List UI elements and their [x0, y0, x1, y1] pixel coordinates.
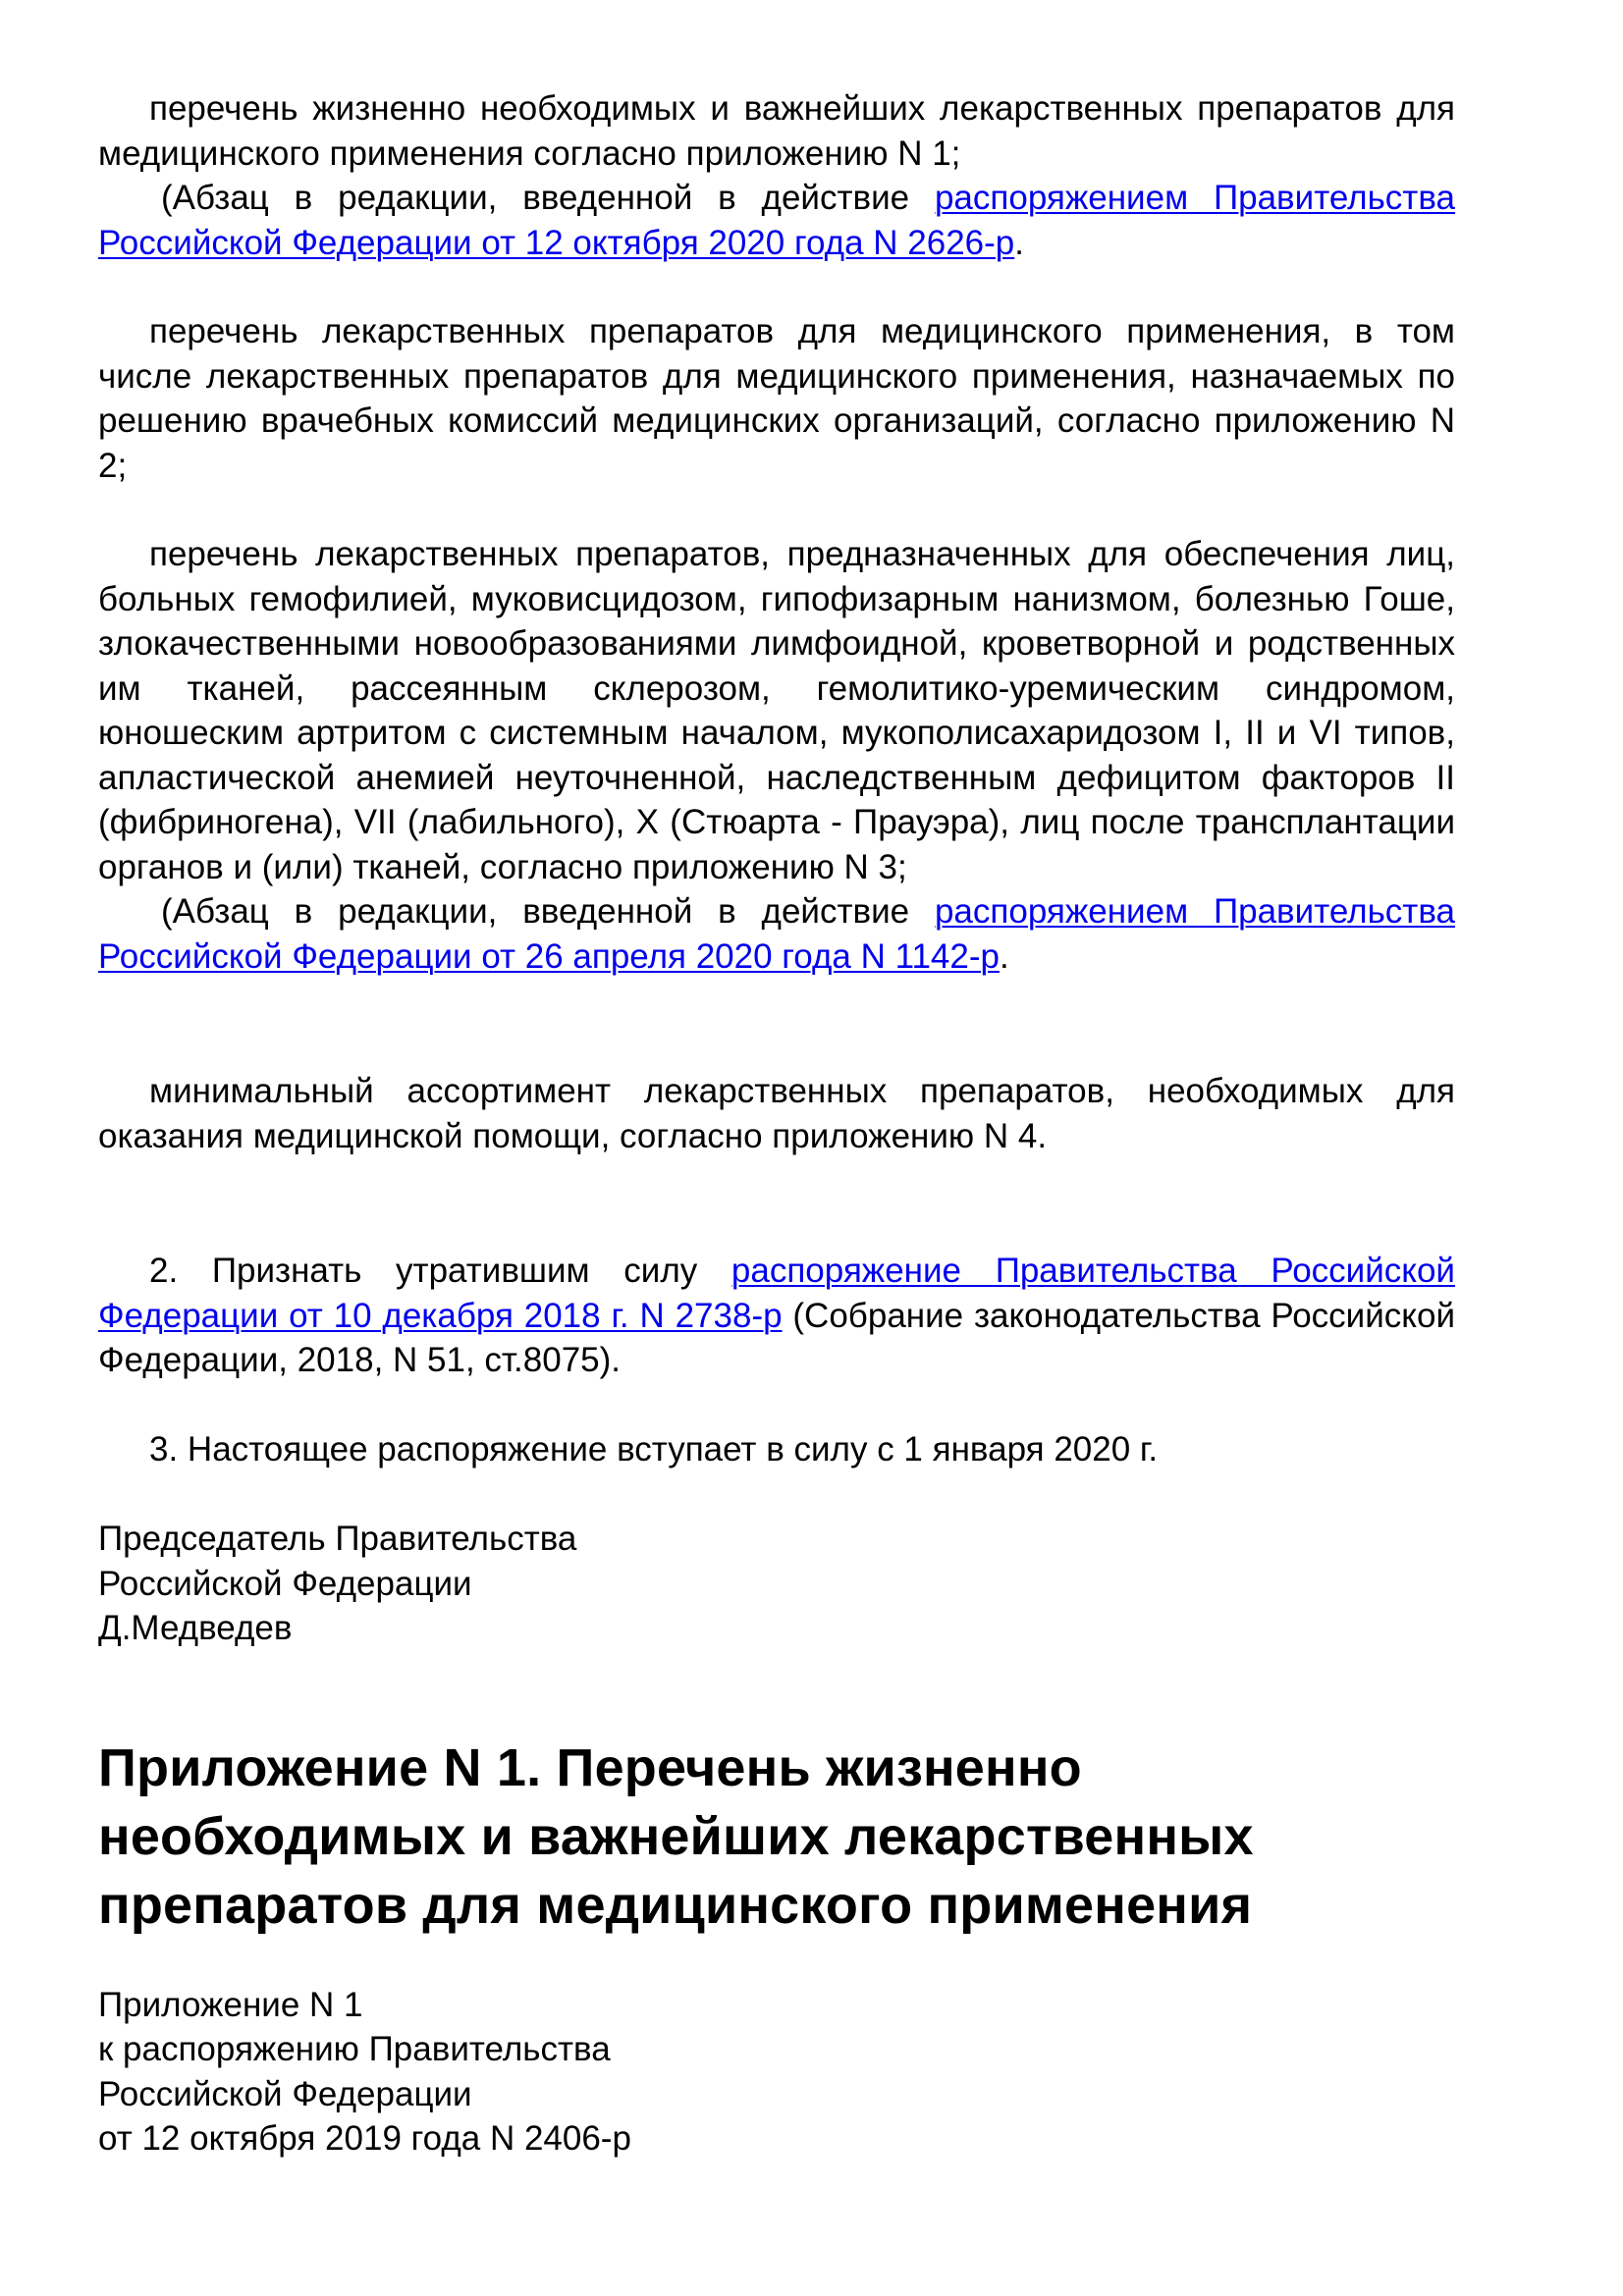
amendment-note-1-prefix: (Абзац в редакции, введенной в действие — [161, 179, 935, 217]
appendix-ref-line-4: от 12 октября 2019 года N 2406-р — [98, 2119, 631, 2158]
document-page — [98, 86, 1455, 2162]
amendment-note-2-suffix: . — [999, 936, 1009, 976]
repealed-order-link[interactable]: распоряжение Правительства Российской Федерации от 10 декабря 2018 г. N 2738-р — [98, 1252, 1455, 1335]
paragraph-item-2 — [98, 1249, 1455, 1383]
amendment-link-2626[interactable]: распоряжением Правительства Российской Федерации от 12 октября 2020 года N 2626-р — [98, 179, 1455, 262]
paragraph-list-4: минимальный ассортимент лекарственных препаратов, необходимых для оказания медицинской помощи, согласно приложению N 4. — [98, 1072, 1455, 1155]
appendix-ref-line-3: Российской Федерации — [98, 2074, 472, 2113]
appendix-ref-line-2: к распоряжению Правительства — [98, 2030, 611, 2068]
signature-country: Российской Федерации — [98, 1564, 472, 1603]
appendix-ref-line-1: Приложение N 1 — [98, 1985, 363, 2024]
paragraph-item-3: 3. Настоящее распоряжение вступает в силу с 1 января 2020 г. — [149, 1429, 1159, 1468]
amendment-note-2 — [98, 889, 1455, 979]
paragraph-list-2: перечень лекарственных препаратов для медицинского применения, в том числе лекарственных препаратов для медицинского применения, назначаемых по решению врачебных комиссий медицинских организаций, согласно приложению N 2; — [98, 312, 1455, 485]
amendment-note-1 — [98, 176, 1455, 265]
appendix-title: Приложение N 1. Перечень жизненно необходимых и важнейших лекарственных препаратов для медицинского применения — [98, 1737, 1254, 1935]
item-2-prefix: 2. Признать утратившим силу — [149, 1252, 731, 1290]
signature-position: Председатель Правительства — [98, 1520, 577, 1558]
amendment-link-1142[interactable]: распоряжением Правительства Российской Федерации от 26 апреля 2020 года N 1142-р — [98, 892, 1455, 976]
amendment-note-1-suffix: . — [1014, 223, 1024, 262]
signature-name: Д.Медведев — [98, 1609, 293, 1647]
amendment-note-2-prefix: (Абзац в редакции, введенной в действие — [161, 892, 935, 931]
item-2-suffix: (Собрание законодательства Российской Федерации, 2018, N 51, ст.8075). — [98, 1296, 1455, 1379]
signature-block — [98, 1517, 1455, 1651]
paragraph-list-3: перечень лекарственных препаратов, предназначенных для обеспечения лиц, больных гемофилией, муковисцидозом, гипофизарным нанизмом, болезнью Гоше, злокачественными новообразованиями лимфоидной, кроветворной и родственных им тканей, рассеянным склерозом, гемолитико-уремическим синдромом, юношеским артритом с системным началом, мукополисахаридозом I, II и VI типов, апластической анемией неуточненной, наследственным дефицитом факторов II (фибриногена), VII (лабильного), X (Стюарта - Прауэра), лиц после трансплантации органов и (или) тканей, согласно приложению N 3; — [98, 535, 1455, 886]
paragraph-list-1: перечень жизненно необходимых и важнейших лекарственных препаратов для медицинского применения согласно приложению N 1; — [98, 89, 1455, 173]
appendix-reference — [98, 1983, 1455, 2162]
